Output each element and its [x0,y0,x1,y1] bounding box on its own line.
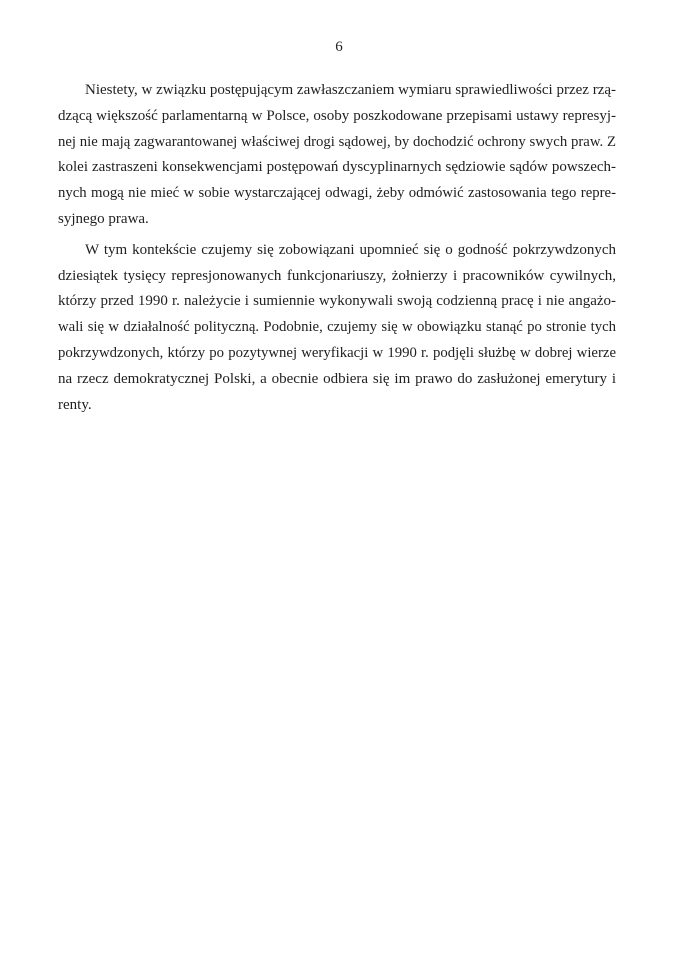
text-line: dzącą większość parlamentarną w Polsce, osoby poszkodowane przepisami ustawy represyj- [58,107,616,124]
text-line: wali się w działalność polityczną. Podobnie, czujemy się w obowiązku stanąć po stronie tych [58,319,616,336]
text-line: pokrzywdzonych, którzy po pozytywnej weryfikacji w 1990 r. podjęli służbę w dobrej wierze [58,344,616,361]
text-line: nych mogą nie mieć w sobie wystarczającej odwagi, żeby odmówić zastosowania tego repre- [58,185,616,202]
page-number: 6 [335,39,343,55]
paragraph [58,238,616,419]
text-line: syjnego prawa. [58,210,149,227]
text-line: nej nie mają zagwarantowanej właściwej drogi sądowej, by dochodzić ochrony swych praw. Z [58,133,616,150]
text-line: Niestety, w związku postępującym zawłaszczaniem wymiaru sprawiedliwości przez rzą- [85,82,616,98]
text-line: którzy przed 1990 r. należycie i sumiennie wykonywali swoją codzienną pracę i nie angażo- [58,293,616,310]
text-line: W tym kontekście czujemy się zobowiązani upomnieć się o godność pokrzywdzonych [85,241,616,258]
text-line: renty. [58,396,92,413]
text-line: kolei zastraszeni konsekwencjami postępowań dyscyplinarnych sędziowie sądów powszech- [58,159,616,176]
text-line: dziesiątek tysięcy represjonowanych funkcjonariuszy, żołnierzy i pracowników cywilnych, [58,267,616,284]
document-body [58,78,616,418]
text-line: na rzecz demokratycznej Polski, a obecnie odbiera się im prawo do zasłużonej emerytury i [58,370,616,387]
paragraph [58,78,616,233]
